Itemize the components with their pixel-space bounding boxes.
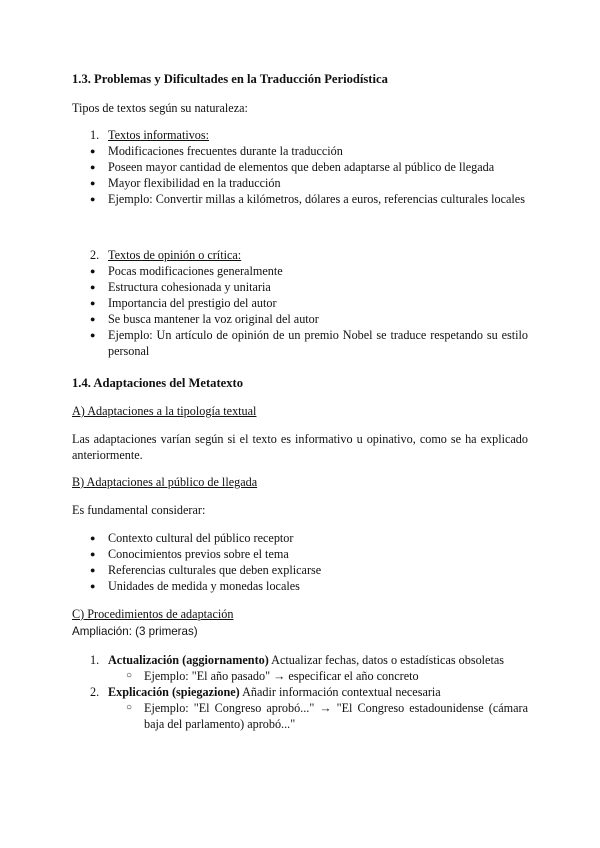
- subsection-heading-a: A) Adaptaciones a la tipología textual: [72, 404, 257, 418]
- bullet-icon: ●: [90, 581, 96, 591]
- list-item: Modificaciones frecuentes durante la traducción: [108, 144, 343, 158]
- paragraph: Las adaptaciones varían según si el texto es informativo u opinativo, como se ha explicado anteriormente.: [72, 432, 528, 462]
- list-item: Se busca mantener la voz original del autor: [108, 312, 319, 326]
- list-item: Mayor flexibilidad en la traducción: [108, 176, 281, 190]
- subsection-heading-b: B) Adaptaciones al público de llegada: [72, 475, 258, 489]
- list-item: Ejemplo: Un artículo de opinión de un premio Nobel se traduce respetando su estilo personal: [108, 328, 528, 358]
- list-number-2: 2.: [90, 685, 100, 699]
- procedure-term: Actualización (aggiornamento): [108, 653, 269, 667]
- list-number-1: 1.: [90, 128, 100, 142]
- procedure-item-explicacion: [108, 684, 441, 700]
- list-item: Poseen mayor cantidad de elementos que deben adaptarse al público de llegada: [108, 160, 495, 174]
- procedure-term: Explicación (spiegazione): [108, 685, 240, 699]
- list-item: Pocas modificaciones generalmente: [108, 264, 283, 278]
- list-item: Estructura cohesionada y unitaria: [108, 280, 271, 294]
- list-item: Unidades de medida y monedas locales: [108, 579, 300, 593]
- section-title-1-3: 1.3. Problemas y Dificultades en la Traducción Periodística: [72, 72, 388, 86]
- circle-bullet-icon: ○: [126, 702, 133, 713]
- procedure-example: Ejemplo: "El año pasado" → especificar el año concreto: [144, 669, 419, 683]
- section-title-1-4: 1.4. Adaptaciones del Metatexto: [72, 376, 244, 390]
- list-item: Contexto cultural del público receptor: [108, 531, 294, 545]
- procedure-description: Actualizar fechas, datos o estadísticas obsoletas: [268, 653, 505, 667]
- list-item: Conocimientos previos sobre el tema: [108, 547, 289, 561]
- list-item: Ejemplo: Convertir millas a kilómetros, dólares a euros, referencias culturales locales: [108, 192, 525, 206]
- bullet-icon: ●: [90, 314, 96, 324]
- group-heading-opinion: Textos de opinión o crítica:: [108, 248, 242, 262]
- bullet-icon: ●: [90, 549, 96, 559]
- list-number-2: 2.: [90, 248, 100, 262]
- group-heading-informativos: Textos informativos:: [108, 128, 210, 142]
- procedure-description: Añadir información contextual necesaria: [239, 685, 441, 699]
- list-item: Referencias culturales que deben explicarse: [108, 563, 322, 577]
- subsection-intro: Es fundamental considerar:: [72, 503, 206, 517]
- circle-bullet-icon: ○: [126, 670, 133, 681]
- bullet-icon: ●: [90, 266, 96, 276]
- bullet-icon: ●: [90, 178, 96, 188]
- bullet-icon: ●: [90, 330, 96, 340]
- section-intro: Tipos de textos según su naturaleza:: [72, 101, 248, 115]
- list-number-1: 1.: [90, 653, 100, 667]
- bullet-icon: ●: [90, 565, 96, 575]
- procedure-example: Ejemplo: "El Congreso aprobó..." → "El Congreso estadounidense (cámara baja del parlamento) aprobó...": [144, 701, 528, 731]
- subsection-heading-c: C) Procedimientos de adaptación: [72, 607, 234, 621]
- list-item: Importancia del prestigio del autor: [108, 296, 277, 310]
- bullet-icon: ●: [90, 298, 96, 308]
- subsection-note: Ampliación: (3 primeras): [72, 625, 198, 638]
- bullet-icon: ●: [90, 146, 96, 156]
- bullet-icon: ●: [90, 194, 96, 204]
- bullet-icon: ●: [90, 533, 96, 543]
- bullet-icon: ●: [90, 162, 96, 172]
- bullet-icon: ●: [90, 282, 96, 292]
- procedure-item-actualizacion: [108, 652, 504, 668]
